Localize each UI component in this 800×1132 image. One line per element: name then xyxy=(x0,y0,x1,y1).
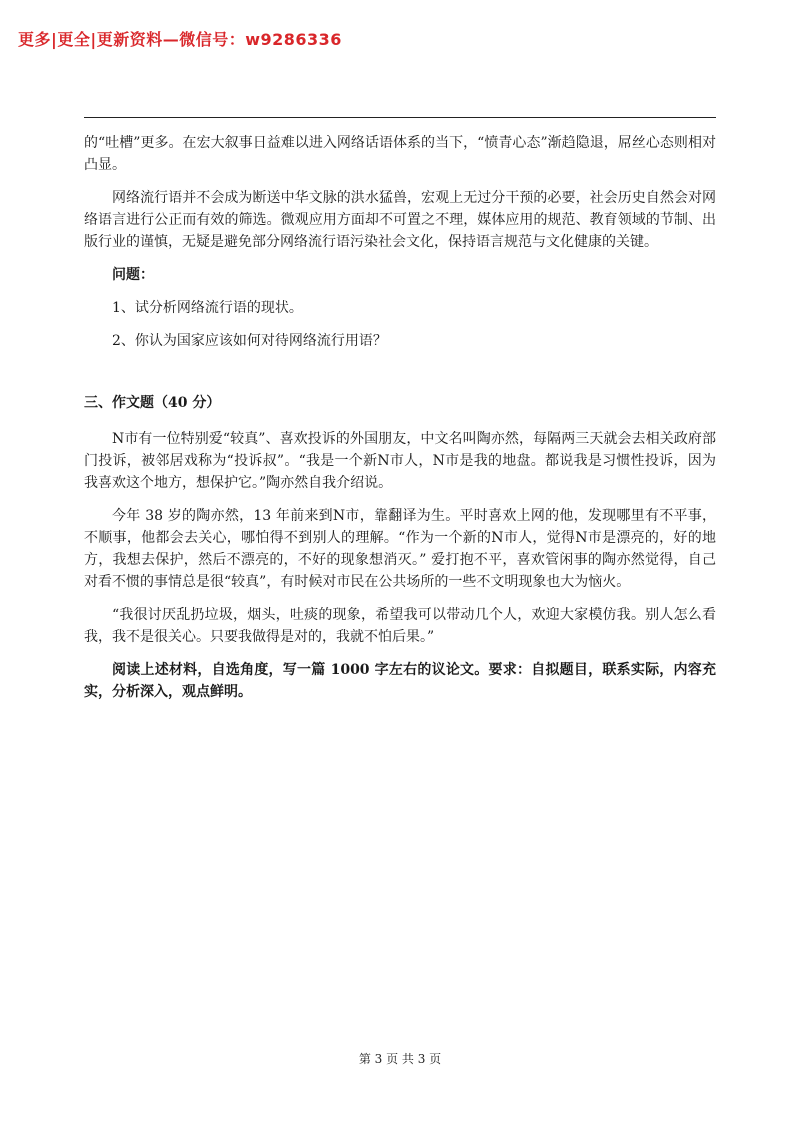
section-3-title: 三、作文题（40 分） xyxy=(84,395,221,411)
header-banner: 更多|更全|更新资料—微信号：w9286336 xyxy=(18,30,342,49)
essay-instruction: 阅读上述材料，自选角度，写一篇 1000 字左右的议论文。要求：自拟题目，联系实际，内容充实，分析深入，观点鲜明。 xyxy=(84,662,716,700)
essay-paragraph-3: “我很讨厌乱扔垃圾，烟头，吐痰的现象，希望我可以带动几个人，欢迎大家模仿我。别人怎么看我，我不是很关心。只要我做得是对的，我就不怕后果。” xyxy=(84,607,716,645)
question-2: 2、你认为国家应该如何对待网络流行用语？ xyxy=(112,333,387,349)
essay-paragraph-1: N市有一位特别爱“较真”、喜欢投诉的外国朋友，中文名叫陶亦然，每隔两三天就会去相关政府部门投诉，被邻居戏称为“投诉叔”。“我是一个新N市人，N市是我的地盘。都说我是习惯性投诉，因为我喜欢这个地方，想保护它。”陶亦然自我介绍说。 xyxy=(84,431,716,491)
page-number: 第 3 页 共 3 页 xyxy=(358,1052,442,1066)
question-1: 1、试分析网络流行语的现状。 xyxy=(112,300,303,316)
paragraph-2: 网络流行语并不会成为断送中华文脉的洪水猛兽，宏观上无过分干预的必要，社会历史自然会对网络语言进行公正而有效的筛选。微观应用方面却不可置之不理，媒体应用的规范、教育领域的节制、出版行业的谨慎，无疑是避免部分网络流行语污染社会文化，保持语言规范与文化健康的关键。 xyxy=(84,190,716,250)
essay-paragraph-2: 今年 38 岁的陶亦然，13 年前来到N市，靠翻译为生。平时喜欢上网的他，发现哪里有不平事，不顺事，他都会去关心，哪怕得不到别人的理解。“作为一个新的N市人，觉得N市是漂亮的，好的地方，我想去保护，然后不漂亮的，不好的现象想消灭。” 爱打抱不平，喜欢管闲事的陶亦然觉得，自己对看不惯的事情总是很“较真”，有时候对市民在公共场所的一些不文明现象也大为恼火。 xyxy=(84,508,716,590)
questions-heading: 问题： xyxy=(112,267,154,283)
header-divider xyxy=(84,117,716,118)
page-body xyxy=(84,132,716,714)
paragraph-1: 的“吐槽”更多。在宏大叙事日益难以进入网络话语体系的当下，“愤青心态”渐趋隐退，屌丝心态则相对凸显。 xyxy=(84,135,716,173)
